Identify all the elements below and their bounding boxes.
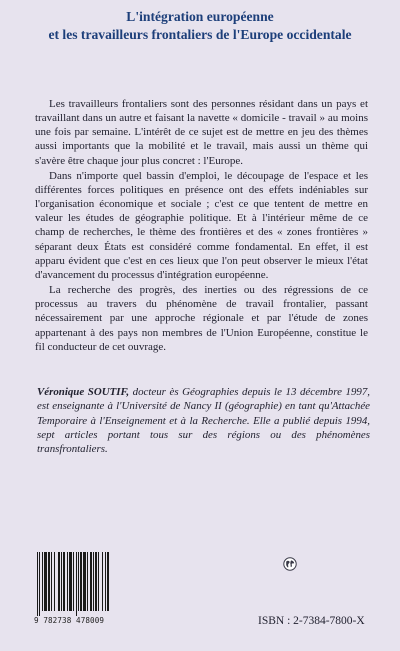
barcode-bar [61,552,62,611]
author-bio-text: docteur ès Géographies depuis le 13 décembre 1997, est enseignante à l'Université de Nancy II (géographie) en tant qu'Attachée Temporaire à l'Enseignement et à la Recherche. Elle a publié depuis 1994, sept articles portant tous sur des régions ou des phénomènes transfrontaliers. [37,386,371,456]
barcode-bar [67,552,68,611]
barcode-bar [93,552,94,611]
barcode-bar [90,552,92,611]
barcode-bar [83,552,86,611]
barcode-bar [95,552,97,611]
blurb-paragraph-2: Dans n'importe quel bassin d'emploi, le découpage de l'espace et les différentes forces politiques en présence ont des effets indéniables sur l'organisation économique et sociale ; c'est ce que tentent de mettre en valeur les études de géographie politique. Et à l'intérieur même de ce champ de recherches, le thème des frontières et des « zones frontières » séparant deux États est considéré comme fondamental. En effet, il est apparu évident que c'est en ces lieux que l'on peut observer le mieux l'état d'avancement du processus d'intégration européenne. [35,169,368,281]
barcode-bar [76,552,77,616]
barcode-bar [37,552,38,616]
barcode-bar [48,552,50,611]
barcode-bar [80,552,82,611]
barcode-bar [98,552,99,611]
globe-icon [283,557,297,571]
blurb [35,97,368,354]
barcode-bar [54,552,55,611]
barcode-bar [44,552,47,611]
barcode-bar [87,552,88,611]
barcode-bar [63,552,65,611]
title-line-1: L'intégration européenne [126,9,274,24]
barcode-bar [58,552,60,611]
blurb-paragraph-1: Les travailleurs frontaliers sont des personnes résidant dans un pays et travaillant dans un autre et faisant la navette « domicile - travail » au moins une fois par semaine. L'intérêt de ce sujet est de mettre en jeu des thèmes aussi importants que la mobilité et le travail, mais aussi un thème qui s'avère être chaque jour plus concret : l'Europe. [35,98,368,167]
author-name: Véronique SOUTIF, [37,386,130,398]
barcode-bar [73,552,74,611]
barcode-bar [42,552,43,611]
barcode-bar [51,552,52,611]
isbn: ISBN : 2-7384-7800-X [258,615,365,627]
barcode-bar [102,552,103,611]
book-title [14,8,386,44]
barcode-bars [34,552,112,616]
barcode-bar [107,552,109,611]
barcode-bar [39,552,40,616]
author-bio [37,385,370,456]
barcode-bar [105,552,106,611]
barcode-bar [78,552,79,611]
barcode [34,552,112,624]
blurb-paragraph-3: La recherche des progrès, des inerties ou des régressions de ce processus au travers du phénomène de travail frontalier, passant nécessairement par une approche régionale et par l'étude de zones appartenant à des pays non membres de l'Union Européenne, constitue le fil conducteur de cet ouvrage. [35,284,368,353]
barcode-digits: 9 782738 478009 [34,616,105,625]
barcode-bar [69,552,72,611]
title-line-2: et les travailleurs frontaliers de l'Europe occidentale [48,27,352,42]
